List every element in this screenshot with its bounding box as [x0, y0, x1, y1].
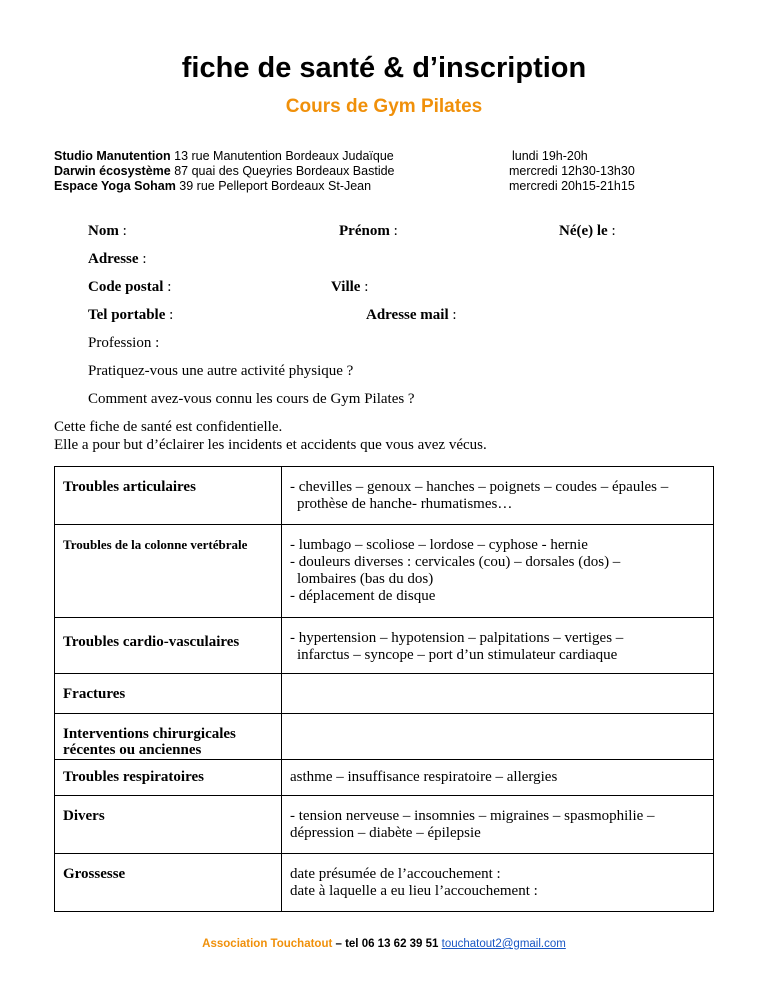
field-label: Tel portable	[88, 307, 166, 323]
table-row	[55, 714, 714, 760]
confidential-note: Cette fiche de santé est confidentielle.	[54, 419, 283, 435]
field-label: Adresse mail	[366, 307, 449, 323]
details-cell	[282, 618, 714, 674]
footer	[0, 938, 768, 950]
location-line	[54, 179, 371, 194]
field-label: Ville	[331, 279, 361, 295]
category-cell: Troubles de la colonne vertébrale	[55, 525, 282, 618]
field-label: Nom	[88, 223, 119, 239]
details-cell	[282, 714, 714, 760]
field-separator: :	[360, 279, 369, 295]
question-activite: Pratiquez-vous une autre activité physique ?	[88, 363, 354, 379]
field-separator: :	[389, 223, 398, 239]
category-cell: Interventions chirurgicales récentes ou anciennes	[55, 714, 282, 760]
category-cell: Troubles articulaires	[55, 467, 282, 525]
field-tel	[88, 307, 173, 324]
field-separator: :	[163, 279, 172, 295]
field-separator: :	[118, 223, 127, 239]
field-mail	[366, 307, 457, 324]
location-name: Studio Manutention	[54, 149, 171, 163]
details-cell	[282, 854, 714, 912]
table-row	[55, 674, 714, 714]
table-row	[55, 760, 714, 796]
field-label: Code postal	[88, 279, 164, 295]
health-table	[54, 466, 714, 912]
detail-line: date présumée de l’accouchement :	[290, 866, 501, 882]
category-cell: Troubles respiratoires	[55, 760, 282, 796]
details-cell	[282, 467, 714, 525]
detail-line: dépression – diabète – épilepsie	[290, 825, 481, 841]
detail-line: prothèse de hanche- rhumatismes…	[297, 496, 513, 512]
footer-email-link[interactable]: touchatout2@gmail.com	[441, 938, 566, 950]
page-title: fiche de santé & d’inscription	[181, 52, 587, 84]
location-address: 87 quai des Queyries Bordeaux Bastide	[174, 164, 395, 178]
question-connu: Comment avez-vous connu les cours de Gym Pilates ?	[88, 391, 415, 407]
detail-line: - lumbago – scoliose – lordose – cyphose - hernie	[290, 537, 588, 553]
footer-phone: – tel 06 13 62 39 51	[332, 938, 442, 950]
field-label: Prénom	[339, 223, 390, 239]
field-separator: :	[165, 307, 174, 323]
question-profession: Profession :	[88, 335, 160, 351]
field-separator: :	[448, 307, 457, 323]
page-subtitle: Cours de Gym Pilates	[285, 96, 483, 117]
detail-line: lombaires (bas du dos)	[297, 571, 434, 587]
confidential-note: Elle a pour but d’éclairer les incidents et accidents que vous avez vécus.	[54, 437, 487, 453]
location-name: Darwin écosystème	[54, 164, 171, 178]
field-ville	[331, 279, 368, 296]
field-separator: :	[607, 223, 616, 239]
detail-line: - tension nerveuse – insomnies – migraines – spasmophilie –	[290, 808, 655, 824]
detail-line: - chevilles – genoux – hanches – poignets – coudes – épaules –	[290, 479, 669, 495]
detail-line: date à laquelle a eu lieu l’accouchement :	[290, 883, 538, 899]
detail-line: - douleurs diverses : cervicales (cou) – dorsales (dos) –	[290, 554, 621, 570]
footer-association: Association Touchatout	[202, 938, 333, 950]
details-cell	[282, 796, 714, 854]
field-ne-le	[559, 223, 616, 240]
category-cell: Grossesse	[55, 854, 282, 912]
details-cell	[282, 525, 714, 618]
location-name: Espace Yoga Soham	[54, 179, 176, 193]
field-label: Adresse	[88, 251, 139, 267]
location-address: 13 rue Manutention Bordeaux Judaïque	[174, 149, 394, 163]
table-row	[55, 618, 714, 674]
table-row	[55, 854, 714, 912]
location-address: 39 rue Pelleport Bordeaux St-Jean	[179, 179, 372, 193]
details-cell	[282, 760, 714, 796]
detail-line: asthme – insuffisance respiratoire – allergies	[290, 769, 558, 785]
table-row	[55, 796, 714, 854]
location-line	[54, 164, 395, 179]
table-row	[55, 525, 714, 618]
field-prenom	[339, 223, 398, 240]
schedule-text: mercredi 12h30-13h30	[509, 164, 635, 178]
field-separator: :	[138, 251, 147, 267]
field-adresse	[88, 251, 146, 268]
field-label: Né(e) le	[559, 223, 608, 239]
details-cell	[282, 674, 714, 714]
schedule-text: lundi 19h-20h	[512, 149, 588, 163]
category-cell: Divers	[55, 796, 282, 854]
detail-line: - déplacement de disque	[290, 588, 436, 604]
schedule-text: mercredi 20h15-21h15	[509, 179, 635, 193]
field-nom	[88, 223, 127, 240]
category-cell: Fractures	[55, 674, 282, 714]
detail-line: infarctus – syncope – port d’un stimulateur cardiaque	[297, 647, 618, 663]
field-code-postal	[88, 279, 171, 296]
table-row	[55, 467, 714, 525]
category-cell: Troubles cardio-vasculaires	[55, 618, 282, 674]
location-line	[54, 149, 394, 164]
detail-line: - hypertension – hypotension – palpitations – vertiges –	[290, 630, 624, 646]
